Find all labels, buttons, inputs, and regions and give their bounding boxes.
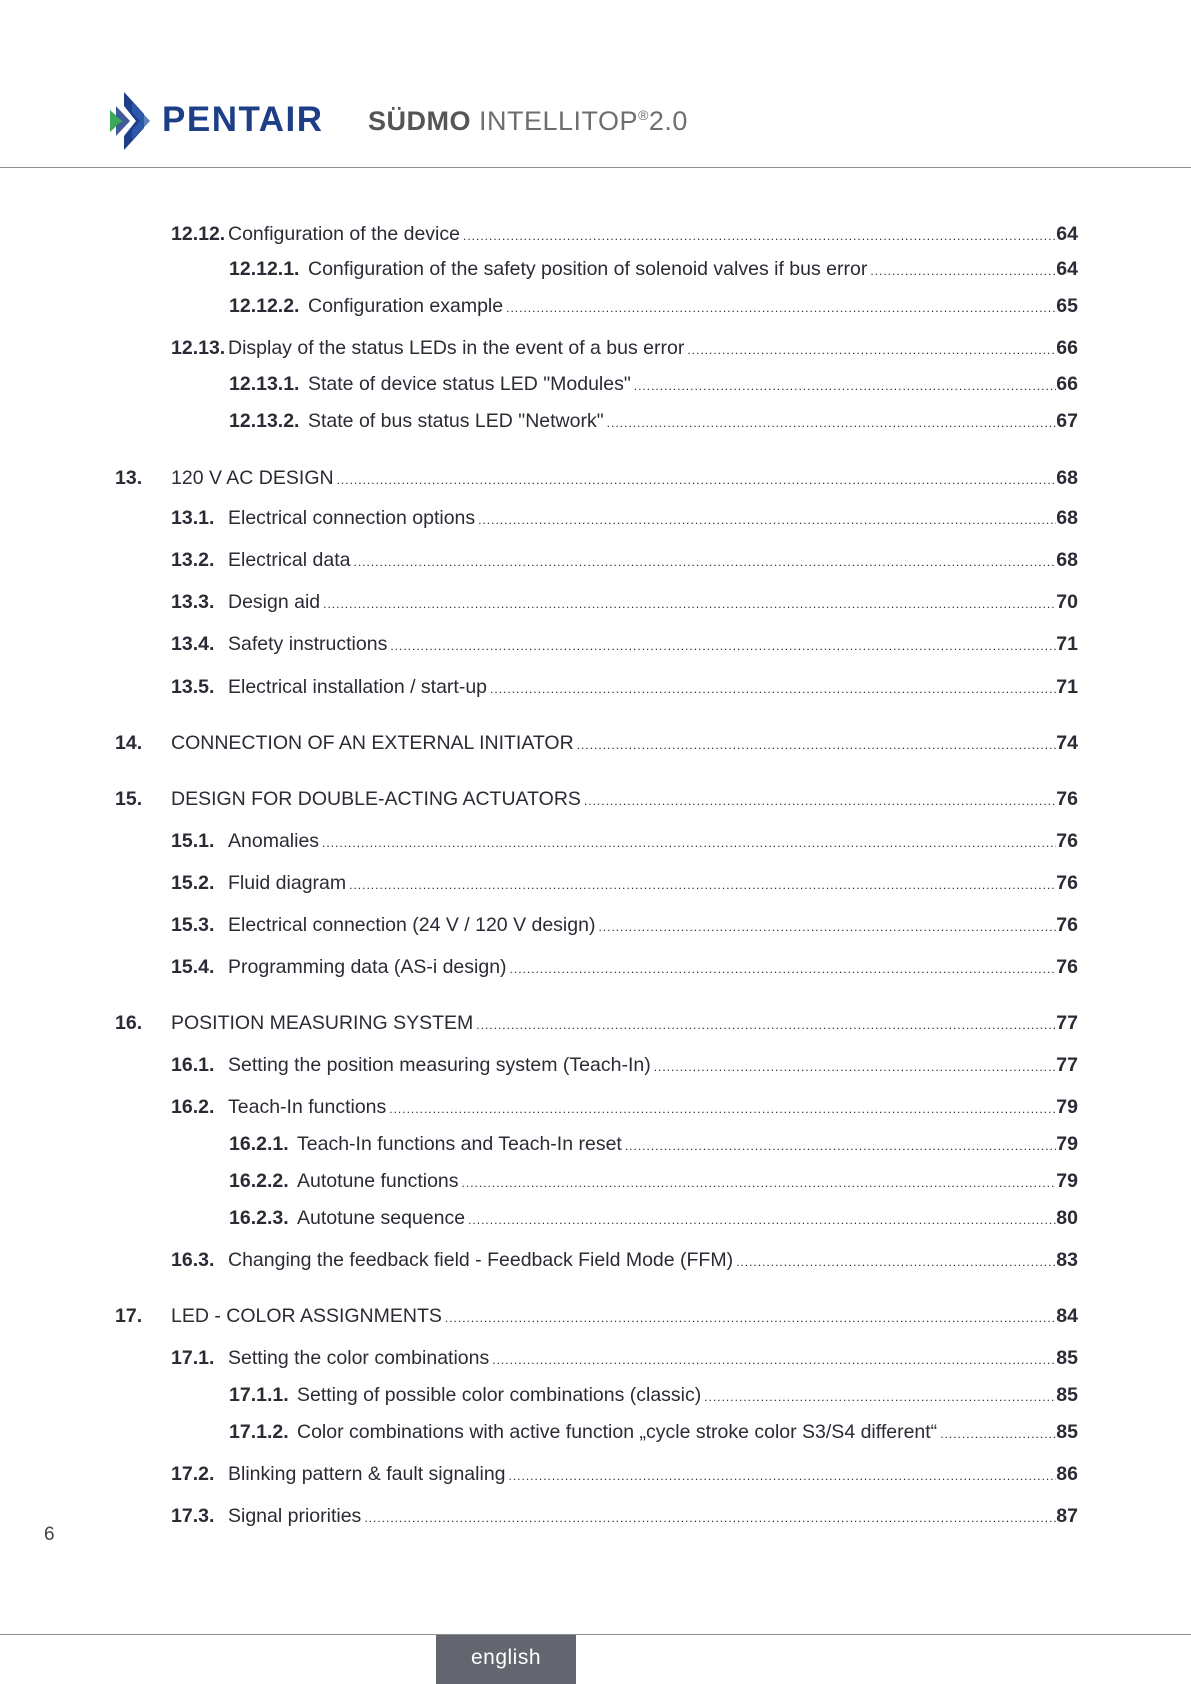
toc-entry-page: 66 bbox=[1056, 337, 1078, 359]
toc-dot-leader bbox=[509, 1463, 1057, 1489]
toc-entry-line bbox=[297, 1382, 1078, 1410]
toc-entry-page: 68 bbox=[1056, 467, 1078, 489]
toc-dot-leader bbox=[337, 467, 1057, 493]
toc-dot-leader bbox=[736, 1249, 1056, 1275]
toc-entry-title: Setting the position measuring system (Teach-In) bbox=[228, 1054, 651, 1076]
toc-entry-number: 15.3. bbox=[171, 914, 215, 936]
toc-entry-page: 64 bbox=[1056, 223, 1078, 245]
toc-entry-page: 74 bbox=[1056, 732, 1078, 754]
toc-entry-title: Display of the status LEDs in the event of a bus error bbox=[228, 337, 685, 359]
toc-entry-line bbox=[171, 786, 1078, 814]
toc-dot-leader bbox=[940, 1421, 1056, 1447]
toc-entry-line bbox=[308, 408, 1078, 436]
toc-entry-line bbox=[228, 1247, 1078, 1275]
toc-entry-line bbox=[308, 293, 1078, 321]
toc-entry-number: 16.2. bbox=[171, 1096, 215, 1118]
toc-entry-page: 85 bbox=[1056, 1421, 1078, 1443]
toc-dot-leader bbox=[577, 732, 1057, 758]
toc-entry-page: 76 bbox=[1056, 914, 1078, 936]
toc-entry-line bbox=[297, 1419, 1078, 1447]
toc-dot-leader bbox=[584, 788, 1056, 814]
toc-dot-leader bbox=[492, 1347, 1056, 1373]
toc-entry-title: Electrical installation / start-up bbox=[228, 676, 488, 698]
toc-entry-page: 76 bbox=[1056, 788, 1078, 810]
toc-entry-number: 12.13.2. bbox=[229, 410, 300, 432]
toc-entry-title: Changing the feedback field - Feedback Field Mode (FFM) bbox=[228, 1249, 734, 1271]
toc-entry-line bbox=[228, 674, 1078, 702]
toc-entry-number: 13.2. bbox=[171, 549, 215, 571]
toc-entry-title: CONNECTION OF AN EXTERNAL INITIATOR bbox=[171, 732, 574, 754]
toc-dot-leader bbox=[323, 591, 1056, 617]
toc-entry-page: 87 bbox=[1056, 1505, 1078, 1527]
toc-entry-title: Programming data (AS-i design) bbox=[228, 956, 507, 978]
toc-dot-leader bbox=[687, 337, 1056, 363]
toc-entry-title: Color combinations with active function „cycle stroke color S3/S4 different“ bbox=[297, 1421, 938, 1443]
toc-entry-number: 17.2. bbox=[171, 1463, 215, 1485]
toc-dot-leader bbox=[634, 373, 1057, 399]
brand-name: PENTAIR bbox=[162, 100, 324, 139]
toc-entry-page: 76 bbox=[1056, 956, 1078, 978]
toc-entry-number: 16. bbox=[115, 1012, 143, 1034]
toc-entry-number: 14. bbox=[115, 732, 143, 754]
toc-entry-number: 17.3. bbox=[171, 1505, 215, 1527]
toc-entry-title: Fluid diagram bbox=[228, 872, 347, 894]
toc-dot-leader bbox=[478, 507, 1056, 533]
toc-dot-leader bbox=[445, 1305, 1056, 1331]
toc-entry-page: 85 bbox=[1056, 1384, 1078, 1406]
toc-entry-number: 16.2.1. bbox=[229, 1133, 289, 1155]
toc-dot-leader bbox=[468, 1207, 1056, 1233]
toc-entry-page: 71 bbox=[1056, 633, 1078, 655]
toc-entry-line bbox=[228, 335, 1078, 363]
toc-entry-number: 15. bbox=[115, 788, 143, 810]
product-name bbox=[368, 106, 688, 137]
toc-entry-title: Blinking pattern & fault signaling bbox=[228, 1463, 506, 1485]
registered-mark: ® bbox=[638, 107, 649, 123]
toc-entry-number: 16.3. bbox=[171, 1249, 215, 1271]
toc-dot-leader bbox=[463, 223, 1056, 249]
toc-entry-page: 79 bbox=[1056, 1096, 1078, 1118]
toc-entry-line bbox=[171, 1303, 1078, 1331]
toc-dot-leader bbox=[607, 410, 1057, 436]
toc-entry-number: 15.4. bbox=[171, 956, 215, 978]
toc-dot-leader bbox=[704, 1384, 1056, 1410]
toc-entry-line bbox=[171, 1010, 1078, 1038]
toc-entry-page: 79 bbox=[1056, 1133, 1078, 1155]
toc-entry-line bbox=[228, 1503, 1078, 1531]
product-name-light: INTELLITOP bbox=[479, 106, 639, 136]
toc-entry-title: Setting of possible color combinations (classic) bbox=[297, 1384, 702, 1406]
toc-entry-line bbox=[297, 1205, 1078, 1233]
toc-entry-line bbox=[228, 954, 1078, 982]
toc-entry-number: 16.2.2. bbox=[229, 1170, 289, 1192]
toc-dot-leader bbox=[349, 872, 1056, 898]
toc-dot-leader bbox=[510, 956, 1057, 982]
toc-dot-leader bbox=[654, 1054, 1057, 1080]
toc-entry-page: 67 bbox=[1056, 410, 1078, 432]
toc-entry-title: LED - COLOR ASSIGNMENTS bbox=[171, 1305, 442, 1327]
toc-entry-title: Autotune functions bbox=[297, 1170, 459, 1192]
toc-entry-line bbox=[171, 465, 1078, 493]
toc-entry-title: Signal priorities bbox=[228, 1505, 362, 1527]
toc-entry-line bbox=[171, 730, 1078, 758]
footer-divider bbox=[0, 1634, 1191, 1635]
toc-entry-line bbox=[228, 1094, 1078, 1122]
toc-entry-line bbox=[228, 828, 1078, 856]
toc-entry-page: 68 bbox=[1056, 549, 1078, 571]
toc-entry-number: 13.3. bbox=[171, 591, 215, 613]
toc-entry-line bbox=[228, 589, 1078, 617]
toc-entry-number: 15.2. bbox=[171, 872, 215, 894]
toc-entry-title: Autotune sequence bbox=[297, 1207, 466, 1229]
toc-entry-line bbox=[228, 221, 1078, 249]
toc-entry-page: 85 bbox=[1056, 1347, 1078, 1369]
toc-entry-title: Configuration example bbox=[308, 295, 504, 317]
toc-entry-line bbox=[297, 1168, 1078, 1196]
toc-entry-page: 76 bbox=[1056, 830, 1078, 852]
toc-dot-leader bbox=[462, 1170, 1057, 1196]
toc-entry-title: DESIGN FOR DOUBLE-ACTING ACTUATORS bbox=[171, 788, 581, 810]
toc-entry-number: 12.13.1. bbox=[229, 373, 300, 395]
header-divider bbox=[0, 167, 1191, 168]
toc-entry-page: 68 bbox=[1056, 507, 1078, 529]
toc-entry-page: 83 bbox=[1056, 1249, 1078, 1271]
toc-dot-leader bbox=[389, 1096, 1056, 1122]
toc-entry-page: 76 bbox=[1056, 872, 1078, 894]
toc-dot-leader bbox=[490, 676, 1056, 702]
toc-entry-page: 79 bbox=[1056, 1170, 1078, 1192]
product-version: 2.0 bbox=[648, 106, 688, 136]
toc-dot-leader bbox=[870, 258, 1056, 284]
toc-entry-number: 13.5. bbox=[171, 676, 215, 698]
page-number: 6 bbox=[44, 1524, 55, 1545]
toc-entry-line bbox=[228, 547, 1078, 575]
toc-entry-title: POSITION MEASURING SYSTEM bbox=[171, 1012, 474, 1034]
toc-entry-number: 13.1. bbox=[171, 507, 215, 529]
toc-entry-title: Configuration of the safety position of solenoid valves if bus error bbox=[308, 258, 868, 280]
toc-entry-page: 65 bbox=[1056, 295, 1078, 317]
language-tab: english bbox=[436, 1635, 576, 1684]
toc-entry-page: 77 bbox=[1056, 1012, 1078, 1034]
toc-entry-number: 12.12.2. bbox=[229, 295, 300, 317]
toc-entry-line bbox=[228, 1052, 1078, 1080]
toc-entry-number: 12.12.1. bbox=[229, 258, 300, 280]
toc-dot-leader bbox=[506, 295, 1056, 321]
toc-dot-leader bbox=[390, 633, 1056, 659]
pentair-logo-icon bbox=[110, 92, 158, 150]
toc-entry-title: Electrical data bbox=[228, 549, 351, 571]
toc-dot-leader bbox=[353, 549, 1056, 575]
toc-entry-title: Setting the color combinations bbox=[228, 1347, 490, 1369]
toc-entry-title: Teach-In functions bbox=[228, 1096, 387, 1118]
toc-entry-page: 66 bbox=[1056, 373, 1078, 395]
toc-entry-title: State of bus status LED "Network" bbox=[308, 410, 604, 432]
toc-entry-page: 70 bbox=[1056, 591, 1078, 613]
toc-entry-title: 120 V AC DESIGN bbox=[171, 467, 334, 489]
toc-entry-number: 16.1. bbox=[171, 1054, 215, 1076]
toc-entry-title: State of device status LED "Modules" bbox=[308, 373, 631, 395]
toc-entry-page: 77 bbox=[1056, 1054, 1078, 1076]
toc-entry-page: 71 bbox=[1056, 676, 1078, 698]
toc-entry-title: Teach-In functions and Teach-In reset bbox=[297, 1133, 622, 1155]
toc-entry-number: 17.1.2. bbox=[229, 1421, 289, 1443]
toc-entry-title: Configuration of the device bbox=[228, 223, 460, 245]
toc-entry-line bbox=[297, 1131, 1078, 1159]
toc-entry-line bbox=[228, 870, 1078, 898]
toc-entry-title: Safety instructions bbox=[228, 633, 388, 655]
toc-entry-number: 13.4. bbox=[171, 633, 215, 655]
toc-entry-page: 84 bbox=[1056, 1305, 1078, 1327]
toc-entry-number: 16.2.3. bbox=[229, 1207, 289, 1229]
toc-entry-title: Design aid bbox=[228, 591, 321, 613]
toc-entry-line bbox=[228, 631, 1078, 659]
toc-entry-page: 64 bbox=[1056, 258, 1078, 280]
toc-dot-leader bbox=[322, 830, 1056, 856]
product-name-strong: SÜDMO bbox=[368, 106, 471, 136]
toc-entry-number: 12.12. bbox=[171, 223, 226, 245]
toc-entry-page: 80 bbox=[1056, 1207, 1078, 1229]
toc-entry-title: Electrical connection (24 V / 120 V design) bbox=[228, 914, 596, 936]
toc-entry-number: 15.1. bbox=[171, 830, 215, 852]
toc-entry-line bbox=[228, 1345, 1078, 1373]
page-header bbox=[0, 0, 1191, 168]
toc-entry-line bbox=[308, 371, 1078, 399]
toc-dot-leader bbox=[625, 1133, 1056, 1159]
toc-entry-page: 86 bbox=[1056, 1463, 1078, 1485]
toc-dot-leader bbox=[598, 914, 1056, 940]
toc-entry-number: 17.1. bbox=[171, 1347, 215, 1369]
toc-entry-line bbox=[228, 912, 1078, 940]
toc-dot-leader bbox=[476, 1012, 1056, 1038]
toc-entry-title: Anomalies bbox=[228, 830, 320, 852]
toc-entry-number: 17. bbox=[115, 1305, 143, 1327]
toc-entry-number: 13. bbox=[115, 467, 143, 489]
toc-entry-number: 17.1.1. bbox=[229, 1384, 289, 1406]
toc-entry-title: Electrical connection options bbox=[228, 507, 476, 529]
toc-dot-leader bbox=[364, 1505, 1056, 1531]
toc-entry-line bbox=[228, 1461, 1078, 1489]
toc-entry-line bbox=[308, 256, 1078, 284]
toc-entry-line bbox=[228, 505, 1078, 533]
toc-entry-number: 12.13. bbox=[171, 337, 226, 359]
